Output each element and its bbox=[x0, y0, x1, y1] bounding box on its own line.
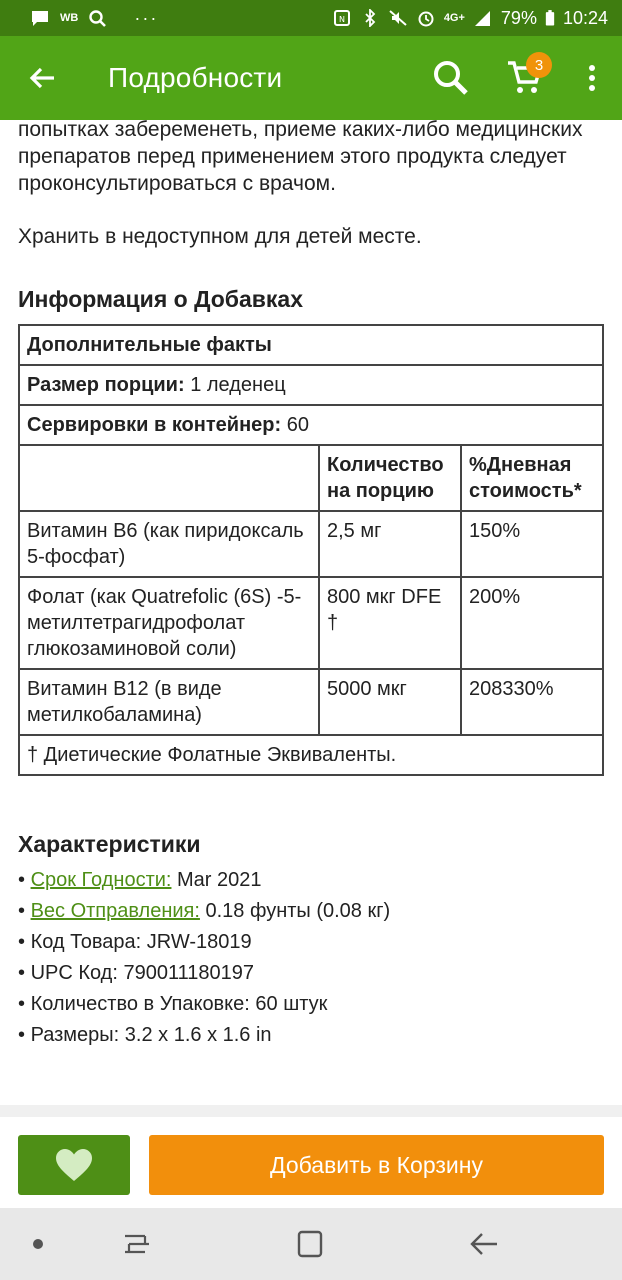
nutrient-daily: 200% bbox=[461, 577, 603, 669]
empty-header-cell bbox=[19, 445, 319, 511]
warning-text: попытках забеременеть, приеме каких-либо медицинских препаратов перед применением этого продукта следует проконсультироваться с врачом. bbox=[18, 120, 583, 195]
back-button[interactable] bbox=[0, 36, 84, 120]
heart-icon bbox=[54, 1147, 94, 1183]
shipping-weight-value: 0.18 фунты (0.08 кг) bbox=[199, 900, 391, 922]
home-icon bbox=[296, 1229, 324, 1259]
serving-size-value: 1 леденец bbox=[184, 374, 286, 396]
home-button[interactable] bbox=[292, 1226, 328, 1262]
specs-title: Характеристики bbox=[18, 831, 201, 857]
cart-count-badge: 3 bbox=[526, 52, 552, 78]
servings-value: 60 bbox=[281, 414, 309, 436]
storage-text: Хранить в недоступном для детей месте. bbox=[18, 225, 422, 248]
system-nav-bar bbox=[0, 1208, 622, 1280]
search-button[interactable] bbox=[414, 36, 488, 120]
battery-percent: 79% bbox=[500, 7, 537, 28]
nutrient-amount: 2,5 мг bbox=[319, 511, 461, 577]
more-dots-icon: ··· bbox=[134, 7, 159, 28]
serving-size-label: Размер порции: bbox=[27, 374, 185, 396]
bottom-action-bar bbox=[0, 1105, 622, 1208]
nutrient-amount: 5000 мкг bbox=[319, 669, 461, 735]
servings-cell bbox=[19, 405, 603, 445]
nutrient-amount: 800 мкг DFE † bbox=[319, 577, 461, 669]
dimensions: Размеры: 3.2 x 1.6 x 1.6 in bbox=[30, 1024, 272, 1046]
battery-icon bbox=[545, 9, 555, 27]
nav-dot-button[interactable] bbox=[26, 1226, 50, 1262]
back-nav-button[interactable] bbox=[466, 1226, 502, 1262]
list-item bbox=[18, 989, 390, 1020]
product-details-content[interactable] bbox=[0, 120, 622, 1105]
search-icon bbox=[431, 58, 471, 98]
table-row bbox=[19, 405, 603, 445]
cart-button[interactable] bbox=[488, 36, 562, 120]
table-row bbox=[19, 511, 603, 577]
specs-list bbox=[18, 865, 390, 1051]
app-bar bbox=[0, 36, 622, 120]
list-item bbox=[18, 896, 390, 927]
upc-code: UPC Код: 790011180197 bbox=[30, 962, 254, 984]
table-row bbox=[19, 325, 603, 365]
nfc-icon bbox=[332, 9, 352, 27]
alarm-icon bbox=[416, 9, 436, 27]
nutrient-name: Витамин B6 (как пиридоксаль 5-фосфат) bbox=[19, 511, 319, 577]
facts-title: Дополнительные факты bbox=[19, 325, 603, 365]
mute-icon bbox=[388, 9, 408, 27]
expiry-value: Mar 2021 bbox=[171, 869, 262, 891]
table-row bbox=[19, 365, 603, 405]
search-icon bbox=[88, 9, 108, 27]
product-code: Код Товара: JRW-18019 bbox=[30, 931, 252, 953]
status-bar bbox=[0, 0, 622, 36]
column-header-daily: %Дневная стоимость* bbox=[461, 445, 603, 511]
servings-label: Сервировки в контейнер: bbox=[27, 414, 282, 436]
divider bbox=[0, 1105, 622, 1117]
shipping-weight-link[interactable]: Вес Отправления: bbox=[30, 900, 200, 922]
nutrient-name: Витамин B12 (в виде метилкобаламина) bbox=[19, 669, 319, 735]
table-row bbox=[19, 669, 603, 735]
more-vert-icon bbox=[588, 64, 596, 92]
carrier-label: WB bbox=[60, 12, 79, 24]
supplement-facts-table bbox=[18, 324, 604, 776]
table-row bbox=[19, 735, 603, 775]
serving-size-cell bbox=[19, 365, 603, 405]
column-header-amount: Количество на порцию bbox=[319, 445, 461, 511]
table-header-row bbox=[19, 445, 603, 511]
nutrient-daily: 150% bbox=[461, 511, 603, 577]
network-label: 4G+ bbox=[443, 12, 465, 24]
back-icon bbox=[469, 1231, 499, 1257]
table-row bbox=[19, 577, 603, 669]
supplement-info-title: Информация о Добавках bbox=[18, 286, 304, 312]
facts-footnote: † Диетические Фолатные Эквиваленты. bbox=[19, 735, 603, 775]
svg-text:N: N bbox=[338, 15, 345, 24]
wishlist-button[interactable] bbox=[18, 1135, 130, 1195]
add-to-cart-button[interactable]: Добавить в Корзину bbox=[149, 1135, 604, 1195]
nutrient-name: Фолат (как Quatrefolic (6S) -5-метилтетрагидрофолат глюкозаминовой соли) bbox=[19, 577, 319, 669]
dot-icon bbox=[32, 1238, 44, 1250]
nutrient-daily: 208330% bbox=[461, 669, 603, 735]
message-icon bbox=[30, 9, 50, 27]
bluetooth-icon bbox=[360, 9, 380, 27]
expiry-link[interactable]: Срок Годности: bbox=[30, 869, 172, 891]
list-item bbox=[18, 927, 390, 958]
clock: 10:24 bbox=[562, 7, 608, 28]
package-quantity: Количество в Упаковке: 60 штук bbox=[30, 993, 328, 1015]
overflow-menu-button[interactable] bbox=[562, 36, 622, 120]
signal-icon bbox=[473, 9, 493, 27]
recents-icon bbox=[121, 1231, 151, 1257]
recents-button[interactable] bbox=[118, 1226, 154, 1262]
list-item bbox=[18, 958, 390, 989]
page-title: Подробности bbox=[108, 62, 283, 93]
list-item bbox=[18, 865, 390, 896]
arrow-left-icon bbox=[28, 66, 56, 90]
list-item bbox=[18, 1020, 390, 1051]
